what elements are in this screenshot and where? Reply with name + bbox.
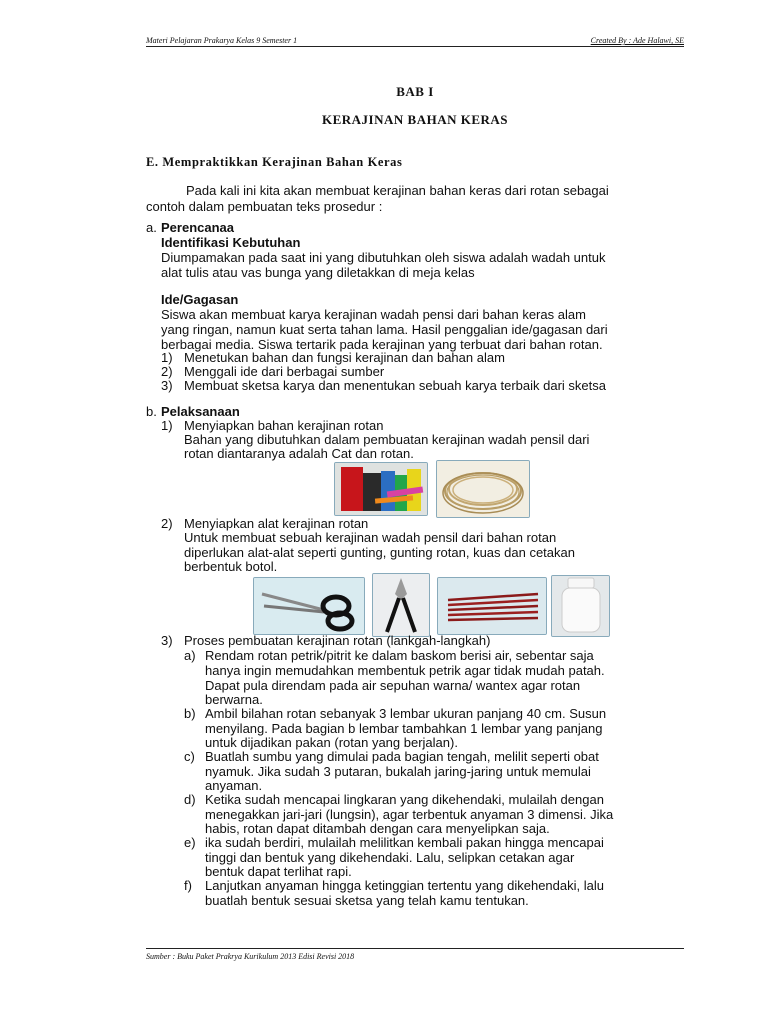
item2-line-2: diperlukan alat-alat seperti gunting, gunting rotan, kuas dan cetakan [184,545,575,560]
step-f-line-1: Lanjutkan anyaman hingga ketinggian tertentu yang dikehendaki, lalu [205,878,604,893]
item1-line-1: Bahan yang dibutuhkan dalam pembuatan kerajinan wadah pensil dari [184,432,590,447]
step-d-line-2: menegakkan jari-jari (lungsin), agar terbentuk anyaman 3 dimensi. Jika [205,807,614,822]
intro-line-2: contoh dalam pembuatan teks prosedur : [146,199,383,214]
ide-line-1: Siswa akan membuat karya kerajinan wadah pensi dari bahan keras alam [161,307,586,322]
identifikasi-title: Identifikasi Kebutuhan [161,235,301,250]
list-num-2: 2) [161,364,173,379]
item1-line-2: rotan diantaranya adalah Cat dan rotan. [184,446,414,461]
step-e-line-2: tinggi dan bentuk yang dikehendaki. Lalu, selipkan cetakan agar [205,850,575,865]
list-num-3: 3) [161,378,173,393]
section-title: E. Mempraktikkan Kerajinan Bahan Keras [146,155,403,169]
pruning-shears-icon [373,574,429,636]
intro-line-1: Pada kali ini kita akan membuat kerajinan bahan keras dari rotan sebagai [186,183,609,198]
section-b-title: Pelaksanaan [161,404,240,419]
footer-source: Sumber : Buku Paket Prakrya Kurikulum 2013 Edisi Revisi 2018 [146,952,355,961]
chapter-label: BAB I [396,84,434,99]
step-c-line-1: Buatlah sumbu yang dimulai pada bagian tengah, melilit seperti obat [205,749,599,764]
bottle-icon [552,576,609,636]
item2-line-1: Untuk membuat sebuah kerajinan wadah pensil dari bahan rotan [184,530,557,545]
step-d-line-1: Ketika sudah mencapai lingkaran yang dikehendaki, mulailah dengan [205,792,604,807]
scissors-icon [254,578,364,634]
item2-line-3: berbentuk botol. [184,559,278,574]
step-b-line-2: menyilang. Pada bagian b lembar tambahkan 1 lembar yang panjang [205,721,603,736]
section-a-marker: a. [146,220,157,235]
step-f-marker: f) [184,878,192,893]
step-b-line-1: Ambil bilahan rotan sebanyak 3 lembar ukuran panjang 40 cm. Susun [205,706,607,721]
paintbrush-icon [438,578,546,634]
step-c-line-2: nyamuk. Jika sudah 3 putaran, bukalah jaring-jaring untuk memulai [205,764,591,779]
rattan-image [437,461,529,517]
item2-title: Menyiapkan alat kerajinan rotan [184,516,369,531]
page-footer [146,948,684,961]
step-a-line-1: Rendam rotan petrik/pitrit ke dalam baskom berisi air, sebentar saja [205,648,594,663]
ide-line-3: berbagai media. Siswa tertarik pada kerajinan yang terbuat dari bahan rotan. [161,337,603,352]
paint-image [335,463,427,515]
brush-photo [437,577,547,635]
page-header [146,36,684,47]
section-b-marker: b. [146,404,157,419]
step-b-marker: b) [184,706,196,721]
list-num-1: 1) [161,350,173,365]
step-c-line-3: anyaman. [205,778,263,793]
step-a-line-2: hanya ingin memudahkan membentuk petrik agar tidak mudah patah. [205,663,605,678]
step-d-marker: d) [184,792,196,807]
rattan-scissors-photo [372,573,430,637]
step-d-line-3: habis, rotan dapat ditambah dengan cara menyelipkan saja. [205,821,550,836]
list-item-2: Menggali ide dari berbagai sumber [184,364,385,379]
scissors-photo [253,577,365,635]
identifikasi-line-1: Diumpamakan pada saat ini yang dibutuhkan oleh siswa adalah wadah untuk [161,250,606,265]
item3-title: Proses pembuatan kerajinan rotan (lankgah-langkah) [184,633,491,648]
ide-line-2: yang ringan, namun kuat serta tahan lama. Hasil penggalian ide/gagasan dari [161,322,608,337]
list-item-3: Membuat sketsa karya dan menentukan sebuah karya terbaik dari sketsa [184,378,607,393]
step-e-line-3: bentuk dapat terlihat rapi. [205,864,352,879]
step-a-line-3: Dapat pula direndam pada air sepuhan warna/ wantex agar rotan [205,678,581,693]
step-f-line-2: buatlah bentuk sesuai sketsa yang telah kamu tentukan. [205,893,529,908]
bottle-photo [551,575,610,637]
item1-title: Menyiapkan bahan kerajinan rotan [184,418,384,433]
chapter-title: KERAJINAN BAHAN KERAS [321,112,509,127]
step-e-line-1: ika sudah berdiri, mulailah melilitkan kembali pakan hingga mencapai [205,835,604,850]
item3-num: 3) [161,633,173,648]
step-a-line-4: berwarna. [205,692,263,707]
list-item-1: Menetukan bahan dan fungsi kerajinan dan bahan alam [184,350,505,365]
item1-num: 1) [161,418,173,433]
ide-title: Ide/Gagasan [161,292,239,307]
identifikasi-line-2: alat tulis atau vas bunga yang diletakkan di meja kelas [161,265,475,280]
header-right: Created By : Ade Halawi, SE [590,36,684,45]
step-e-marker: e) [184,835,196,850]
step-c-marker: c) [184,749,195,764]
section-a-title: Perencanaa [161,220,234,235]
step-b-line-3: untuk dijadikan pakan (rotan yang berjalan). [205,735,458,750]
rattan-photo [436,460,530,518]
item2-num: 2) [161,516,173,531]
header-left: Materi Pelajaran Prakarya Kelas 9 Semester 1 [146,36,298,45]
step-a-marker: a) [184,648,196,663]
paint-photo [334,462,428,516]
